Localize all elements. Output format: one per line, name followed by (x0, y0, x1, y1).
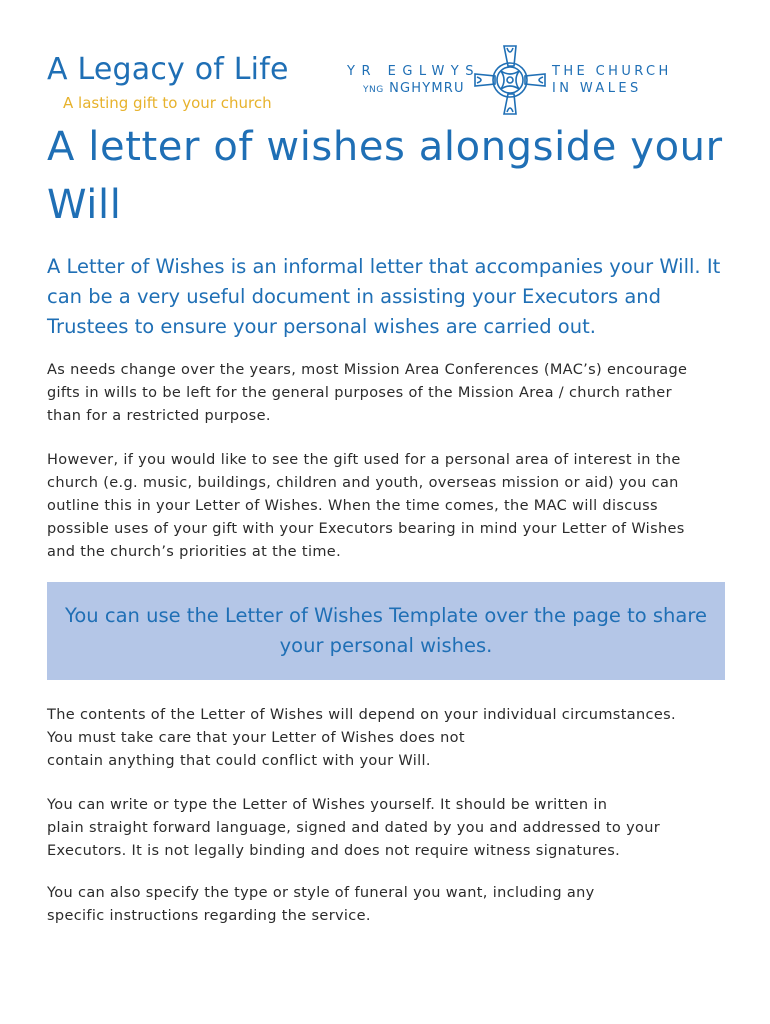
paragraph-line: and the church’s priorities at the time. (47, 544, 342, 560)
body-paragraph (47, 449, 737, 564)
brand-tagline: A lasting gift to your church (63, 94, 272, 112)
logo-welsh-line2-small: YNG (363, 85, 384, 95)
paragraph-line: church (e.g. music, buildings, children and youth, overseas mission or aid) you can (47, 475, 679, 491)
paragraph-line: outline this in your Letter of Wishes. When the time comes, the MAC will discuss (47, 498, 658, 514)
intro-lead: A Letter of Wishes is an informal letter that accompanies your Will. It can be a very useful document in assisting your Executors and Trustees to ensure your personal wishes are carried out. (47, 255, 721, 338)
celtic-cross-icon (473, 44, 547, 116)
paragraph-line: As needs change over the years, most Mission Area Conferences (MAC’s) encourage (47, 362, 688, 378)
paragraph-line: gifts in wills to be left for the general purposes of the Mission Area / church rather (47, 385, 672, 401)
paragraph-line: specific instructions regarding the service. (47, 908, 371, 924)
paragraph-line: contain anything that could conflict with your Will. (47, 753, 431, 769)
paragraph-line: The contents of the Letter of Wishes will depend on your individual circumstances. (47, 707, 676, 723)
paragraph-line: You must take care that your Letter of Wishes does not (47, 730, 465, 746)
paragraph-line: You can write or type the Letter of Wishes yourself. It should be written in (47, 797, 608, 813)
body-paragraph (47, 704, 737, 773)
paragraph-line: than for a restricted purpose. (47, 408, 271, 424)
logo-welsh-line2-main: NGHYMRU (389, 81, 465, 96)
logo-english-line1: THE CHURCH (552, 64, 672, 79)
logo-welsh-line2 (363, 81, 465, 96)
page-title: A letter of wishes alongside your Will (47, 124, 723, 228)
logo-english-line2: IN WALES (552, 81, 642, 96)
paragraph-line: Executors. It is not legally binding and does not require witness signatures. (47, 843, 621, 859)
paragraph-line: You can also specify the type or style of funeral you want, including any (47, 885, 595, 901)
brand-title: A Legacy of Life (47, 52, 289, 87)
paragraph-line: plain straight forward language, signed and dated by you and addressed to your (47, 820, 661, 836)
paragraph-line: possible uses of your gift with your Executors bearing in mind your Letter of Wishes (47, 521, 685, 537)
body-paragraph (47, 794, 737, 863)
body-paragraph (47, 359, 737, 428)
church-in-wales-logo (344, 44, 684, 116)
template-callout-box (47, 582, 725, 680)
paragraph-line: However, if you would like to see the gift used for a personal area of interest in the (47, 452, 681, 468)
body-paragraph (47, 882, 737, 928)
logo-welsh-line1: YR EGLWYS (347, 64, 480, 79)
callout-text: You can use the Letter of Wishes Template over the page to share your personal wishes. (65, 604, 707, 657)
